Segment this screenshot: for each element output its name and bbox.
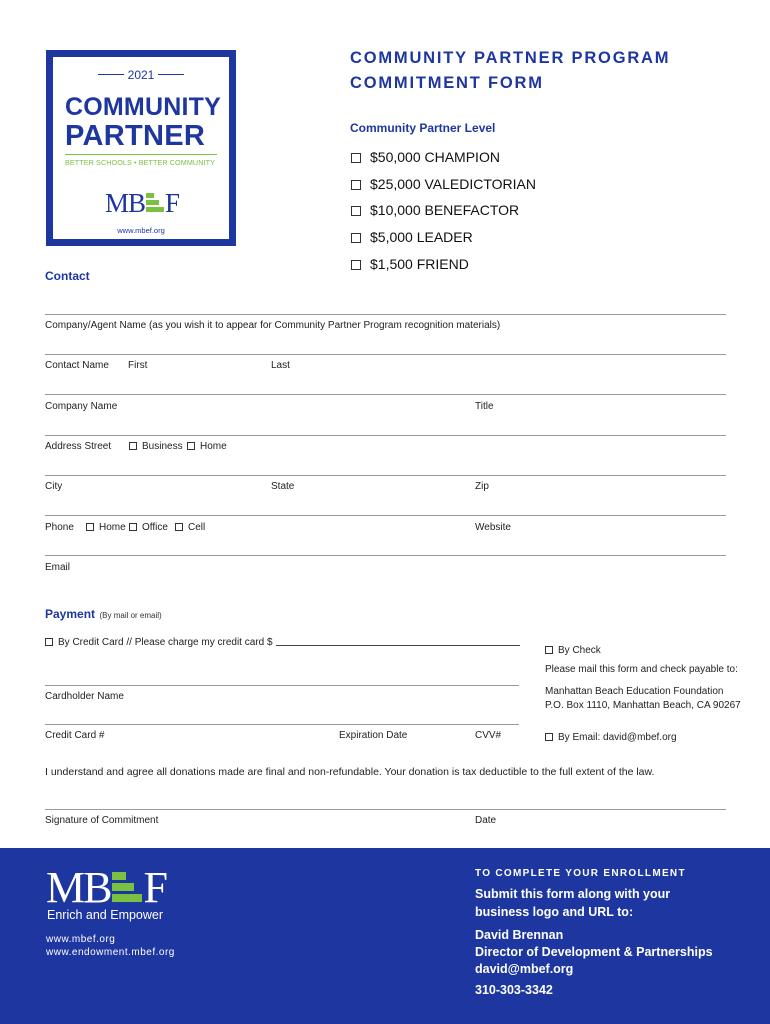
divider [45,685,519,686]
checkbox[interactable] [351,260,361,270]
level-label: $50,000 CHAMPION [370,149,500,165]
footer-url-mbef[interactable]: www.mbef.org [46,934,116,945]
cardholder-name-field[interactable] [45,703,519,723]
first-name-field[interactable] [128,372,268,392]
address-street-label: Address Street [45,441,112,452]
state-field[interactable] [271,493,466,513]
address-type-home[interactable] [187,441,227,452]
option-label: Business [142,441,183,452]
divider [45,515,726,516]
agreement-text: I understand and agree all donations made are final and non-refundable. Your donation is tax deductible to the full extent of the law. [45,766,655,778]
date-label: Date [475,815,497,826]
option-label: Home [200,441,227,452]
divider [45,809,726,810]
checkbox[interactable] [351,153,361,163]
partner-level-heading: Community Partner Level [350,121,496,135]
divider [45,394,726,395]
form-title-line2: COMMITMENT FORM [350,74,544,92]
divider [45,354,726,355]
checkbox[interactable] [351,180,361,190]
badge-title-line1: COMMUNITY [65,93,221,121]
divider [45,314,726,315]
level-label: $25,000 VALEDICTORIAN [370,176,537,192]
option-label: Cell [188,522,206,533]
footer-logo-bars-icon [110,870,143,902]
badge-year [53,68,229,82]
contact-heading: Contact [45,269,90,283]
payee-address: P.O. Box 1110, Manhattan Beach, CA 90267 [545,700,741,711]
option-label: Office [142,522,168,533]
phone-field[interactable] [45,534,465,554]
badge-tagline: BETTER SCHOOLS • BETTER COMMUNITY [65,158,215,167]
footer-logo-right: F [143,863,166,912]
badge-year-text: 2021 [127,68,155,82]
checkbox[interactable] [351,206,361,216]
checkbox[interactable] [45,638,53,646]
payment-heading-text: Payment [45,607,96,621]
company-agent-name-field[interactable] [45,333,726,353]
phone-type-office[interactable] [129,522,168,533]
pay-by-credit-card-option[interactable] [45,637,273,648]
zip-field[interactable] [475,493,726,513]
address-street-field[interactable] [45,454,726,474]
contact-person-name: David Brennan [475,928,564,942]
credit-card-number-label: Credit Card # [45,730,105,741]
form-title-line1: COMMUNITY PARTNER PROGRAM [350,49,671,67]
phone-type-cell[interactable] [175,522,205,533]
badge-url: www.mbef.org [117,226,165,235]
website-field[interactable] [475,534,726,554]
pay-by-check-option[interactable] [545,645,601,656]
last-name-field[interactable] [271,372,726,392]
company-agent-name-label: Company/Agent Name (as you wish it to appear for Community Partner Program recognition materials) [45,320,501,331]
divider [45,475,726,476]
state-label: State [271,481,295,492]
level-option-valedictorian[interactable] [351,176,536,192]
badge-inner [53,57,229,239]
payment-heading-note: (By mail or email) [99,611,162,620]
badge-logo-right: F [165,188,180,218]
cvv-field[interactable] [475,742,520,762]
company-name-label: Company Name [45,401,118,412]
website-label: Website [475,522,511,533]
address-type-business[interactable] [129,441,183,452]
enroll-heading: TO COMPLETE YOUR ENROLLMENT [475,868,686,879]
level-option-champion[interactable] [351,149,500,165]
contact-email-link[interactable]: david@mbef.org [475,962,574,976]
contact-person-title: Director of Development & Partnerships [475,945,713,959]
badge-divider [65,154,217,155]
option-label: By Credit Card // Please charge my credit card $ [58,637,273,648]
footer-url-endowment[interactable]: www.endowment.mbef.org [46,947,175,958]
submit-line2: business logo and URL to: [475,905,634,919]
charge-amount-field[interactable] [276,632,520,645]
checkbox[interactable] [545,733,553,741]
signature-field[interactable] [45,788,465,808]
charge-amount-line [276,645,520,646]
cardholder-name-label: Cardholder Name [45,691,124,702]
option-label: By Email: david@mbef.org [558,732,677,743]
checkbox[interactable] [175,523,183,531]
cvv-label: CVV# [475,730,502,741]
last-name-label: Last [271,360,290,371]
footer-logo-left: MB [46,863,111,912]
pay-by-email-option[interactable] [545,732,677,743]
checkbox[interactable] [86,523,94,531]
divider [45,724,519,725]
level-label: $1,500 FRIEND [370,256,469,272]
badge-logo-left: MB [105,188,146,218]
level-label: $10,000 BENEFACTOR [370,202,520,218]
title-label: Title [475,401,494,412]
title-field[interactable] [475,413,726,433]
phone-label: Phone [45,522,74,533]
badge-logo-bars-icon [145,192,165,212]
submit-line1: Submit this form along with your [475,887,671,901]
date-field[interactable] [475,788,726,808]
level-option-benefactor[interactable] [351,202,519,218]
payment-heading [45,605,162,623]
level-option-friend[interactable] [351,256,469,272]
expiration-date-field[interactable] [339,742,469,762]
credit-card-number-field[interactable] [45,742,335,762]
badge-title-line2: PARTNER [65,120,206,152]
checkbox[interactable] [545,646,553,654]
email-label: Email [45,562,71,573]
footer-mbef-logo [46,862,166,913]
contact-name-label: Contact Name [45,360,109,371]
option-label: Home [99,522,126,533]
email-field[interactable] [45,574,726,594]
checkbox[interactable] [129,523,137,531]
signature-label: Signature of Commitment [45,815,159,826]
community-partner-badge [46,50,236,246]
option-label: By Check [558,645,601,656]
checkbox[interactable] [129,442,137,450]
first-name-label: First [128,360,148,371]
checkbox[interactable] [187,442,195,450]
level-label: $5,000 LEADER [370,229,473,245]
checkbox[interactable] [351,233,361,243]
company-name-field[interactable] [45,413,465,433]
payee-name: Manhattan Beach Education Foundation [545,686,724,697]
check-instructions: Please mail this form and check payable to: [545,664,738,675]
expiration-date-label: Expiration Date [339,730,408,741]
divider [45,555,726,556]
footer [0,848,770,1024]
city-label: City [45,481,63,492]
level-option-leader[interactable] [351,229,473,245]
footer-tagline: Enrich and Empower [47,908,164,922]
contact-phone: 310-303-3342 [475,983,553,997]
city-field[interactable] [45,493,265,513]
form-title [350,46,670,96]
phone-type-home[interactable] [86,522,126,533]
badge-mbef-logo [105,188,179,219]
zip-label: Zip [475,481,489,492]
divider [45,435,726,436]
